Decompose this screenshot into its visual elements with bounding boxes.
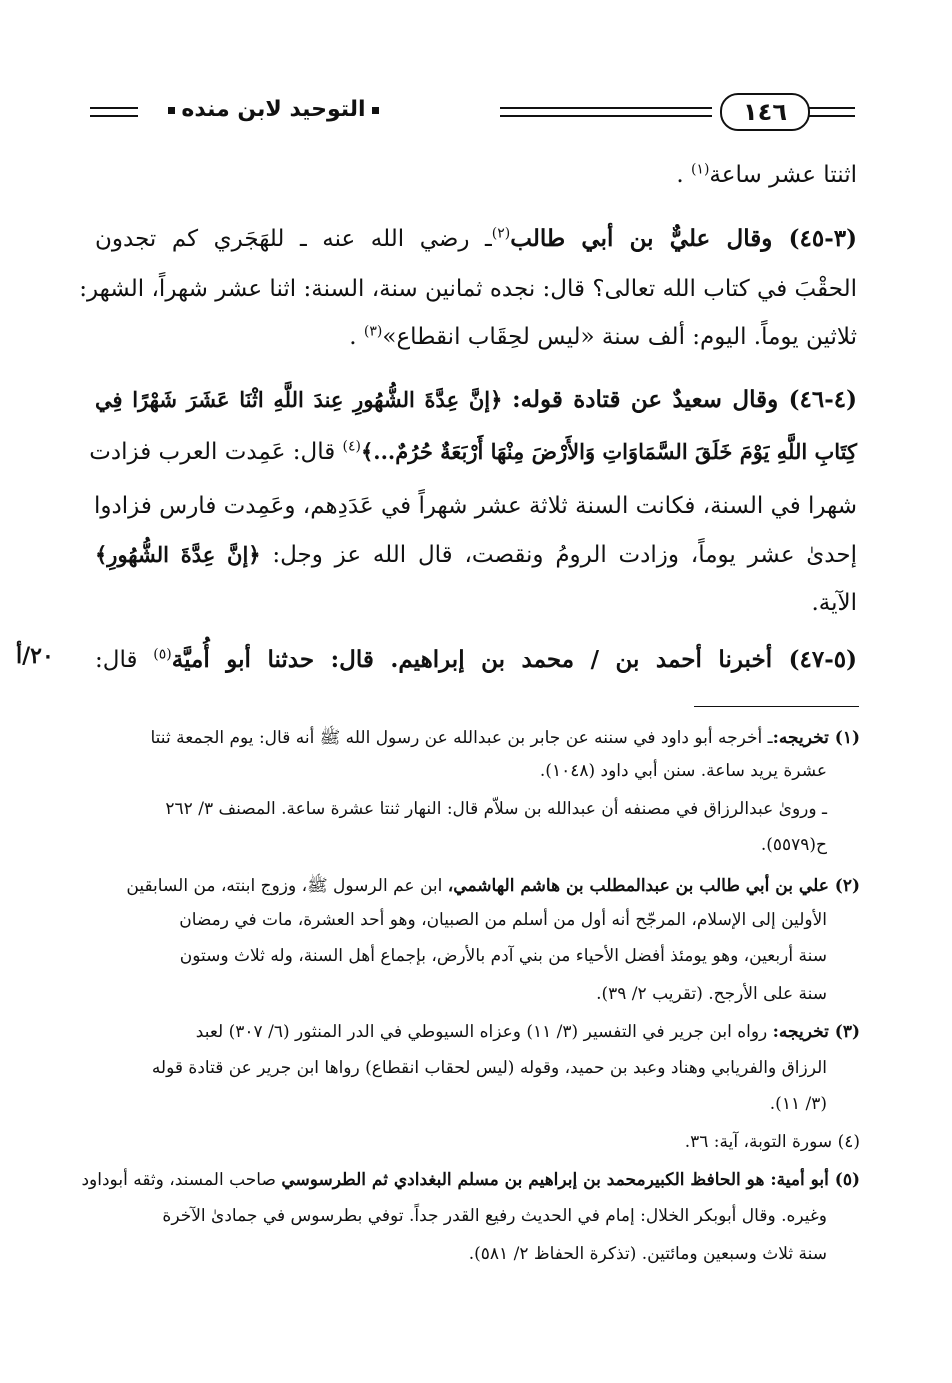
footnote-text: سنة أربعين، وهو يومئذ أفضل الأحياء من بني آدم بالأرض، بإجماع أهل السنة، وله ثلاث وستون (179, 946, 827, 966)
quran-verse: كِتَابِ اللَّهِ يَوْمَ خَلَقَ السَّمَاوَاتِ وَالأَرْضَ مِنْهَا أَرْبَعَةٌ حُرُمٌ...﴾ (361, 439, 857, 464)
body-line-10 (95, 643, 857, 677)
body-text: ثلاثين يوماً. اليوم: ألف سنة «ليس لحِقَاب انقطاع» (382, 324, 857, 350)
header-rule-right (809, 107, 855, 119)
quran-verse: ﴿إنَّ عِدَّةَ الشُّهُورِ﴾ (95, 542, 261, 567)
page-number: ١٤٦ (720, 93, 810, 131)
footnote-ref-3: (٣) (363, 323, 383, 340)
hadith-45-opening: (٣-٤٥) وقال عليٌّ بن أبي طالب (510, 225, 857, 252)
hadith-46-opening: (٤-٤٦) وقال سعيدٌ عن قتادة قوله: (512, 386, 857, 413)
footnote-text: (٣/ ١١). (769, 1094, 827, 1114)
footnote-divider (694, 706, 859, 707)
footnote-ref-2: (٢) (491, 225, 511, 242)
running-header (90, 93, 855, 143)
footnote-text: ـ أخرجه أبو داود في سننه عن جابر بن عبدالله عن رسول الله ﷺ أنه قال: يوم الجمعة ثنتا (150, 728, 773, 748)
footnote-3-label: (٣) تخريجه: (772, 1022, 860, 1042)
body-text: إحدىٰ عشر يوماً، وزادت الرومُ ونقصت، قال الله عز وجل: (272, 542, 857, 568)
body-line-2 (95, 222, 857, 256)
footnote-text: صاحب المسند، وثقه أبوداود (81, 1170, 276, 1190)
footnote-2-line-2 (179, 906, 827, 934)
body-line-5 (95, 383, 857, 417)
footnote-5-label: (٥) أبو أمية: هو الحافظ الكبيرمحمد بن إبراهيم بن مسلم البغدادي ثم الطرسوسي (281, 1170, 860, 1190)
header-square-left (168, 107, 175, 114)
footnote-text: رواه ابن جرير في التفسير (٣/ ١١) وعزاه السيوطي في الدر المنثور (٦/ ٣٠٧) لعبد (195, 1022, 768, 1042)
footnote-3-line-1 (196, 1018, 860, 1046)
footnote-ref-4: (٤) (342, 438, 361, 455)
body-line-1: اثنتا عشر ساعة$^{(١)}$ . (676, 161, 857, 188)
footnote-1-line-1 (151, 724, 861, 752)
body-line-4: ثلاثين يوماً. اليوم: ألف سنة «ليس لحِقَاب انقطاع»$^{(٣)}$ . (349, 323, 857, 350)
hadith-47-text: (٥-٤٧) أخبرنا أحمد بن / محمد بن إبراهيم. قال: حدثنا أبو أُميَّة (171, 646, 857, 673)
footnote-text: (٤) سورة التوبة، آية: ٣٦. (684, 1132, 860, 1152)
body-text: قال: (95, 647, 138, 673)
body-line-3 (79, 272, 857, 306)
footnote-text: سنة على الأرجح. (تقريب ٢/ ٣٩). (596, 984, 827, 1004)
footnote-1-line-3 (165, 795, 827, 823)
footnote-5-line-2 (162, 1202, 827, 1230)
footnote-text: الرزاق والفريابي وهناد وعبد بن حميد، وقوله (ليس لحقاب انقطاع) رواها ابن جرير عن قتادة قوله (151, 1058, 827, 1078)
body-line-7 (95, 489, 857, 523)
footnote-2-label: (٢) علي بن أبي طالب بن عبدالمطلب بن هاشم الهاشمي، (447, 876, 860, 896)
footnote-text: سنة ثلاث وسبعين ومائتين. (تذكرة الحفاظ ٢/ ٥٨١). (468, 1244, 827, 1264)
header-title: التوحيد لابن منده (181, 97, 366, 122)
footnote-2-line-1 (126, 872, 860, 900)
footnote-1-line-4 (761, 831, 827, 859)
body-text: الآية. (811, 590, 857, 616)
body-text: اثنتا عشر ساعة (709, 162, 857, 188)
header-rule-middle (500, 107, 712, 119)
body-line-8 (95, 538, 857, 572)
footnote-ref-5: (٥) (153, 646, 172, 663)
body-text: قال: عَمِدت العرب فزادت (89, 439, 336, 465)
footnote-5-line-3 (469, 1240, 827, 1268)
footnote-ref-1: (١) (690, 161, 710, 178)
footnote-3-line-3 (770, 1090, 827, 1118)
body-text: شهرا في السنة، فكانت السنة ثلاثة عشر شهراً في عَدَدِهم، وعَمِدت فارس فزادوا (94, 493, 857, 519)
footnote-3-line-2 (152, 1054, 827, 1082)
footnote-4 (685, 1128, 860, 1156)
body-text: الحقْبَ في كتاب الله تعالى؟ قال: نجده ثمانين سنة، السنة: اثنا عشر شهراً، الشهر: (79, 276, 857, 302)
manuscript-folio-note: ٢٠/أ (16, 643, 54, 669)
footnote-5-line-1 (81, 1166, 860, 1194)
footnote-text: الأولين إلى الإسلام، المرجّح أنه أول من أسلم من الصبيان، وهو أحد العشرة، مات في رمضان (179, 910, 827, 930)
quran-verse: ﴿إنَّ عِدَّةَ الشُّهُورِ عِندَ اللَّهِ اثْنَا عَشَرَ شَهْرًا فِي (95, 387, 503, 412)
header-title-block (146, 97, 401, 122)
footnote-1-line-2 (540, 757, 827, 785)
body-line-9 (811, 586, 857, 620)
footnote-2-line-3 (180, 942, 827, 970)
footnote-text: ابن عم الرسول ﷺ، وزوج ابنته، من السابقين (126, 876, 443, 896)
footnote-text: عشرة يريد ساعة. سنن أبي داود (١٠٤٨). (539, 761, 827, 781)
header-square-right (372, 107, 379, 114)
footnote-text: ـ وروىٰ عبدالرزاق في مصنفه أن عبدالله بن سلاّم قال: النهار ثنتا عشرة ساعة. المصنف ٣/ ٢٦٢ (165, 799, 827, 819)
body-text: ـ رضي الله عنه ـ للهَجَري كم تجدون (95, 226, 492, 252)
footnote-text: وغيره. وقال أبوبكر الخلال: إمام في الحديث رفيع القدر جداً. توفي بطرسوس في جمادىٰ الآخرة (162, 1206, 827, 1226)
header-rule-left (90, 107, 138, 119)
footnote-2-line-4 (596, 980, 827, 1008)
footnote-1-label: (١) تخريجه: (772, 728, 860, 748)
footnote-text: ح(٥٥٧٩). (760, 835, 827, 855)
body-line-6 (89, 435, 857, 469)
